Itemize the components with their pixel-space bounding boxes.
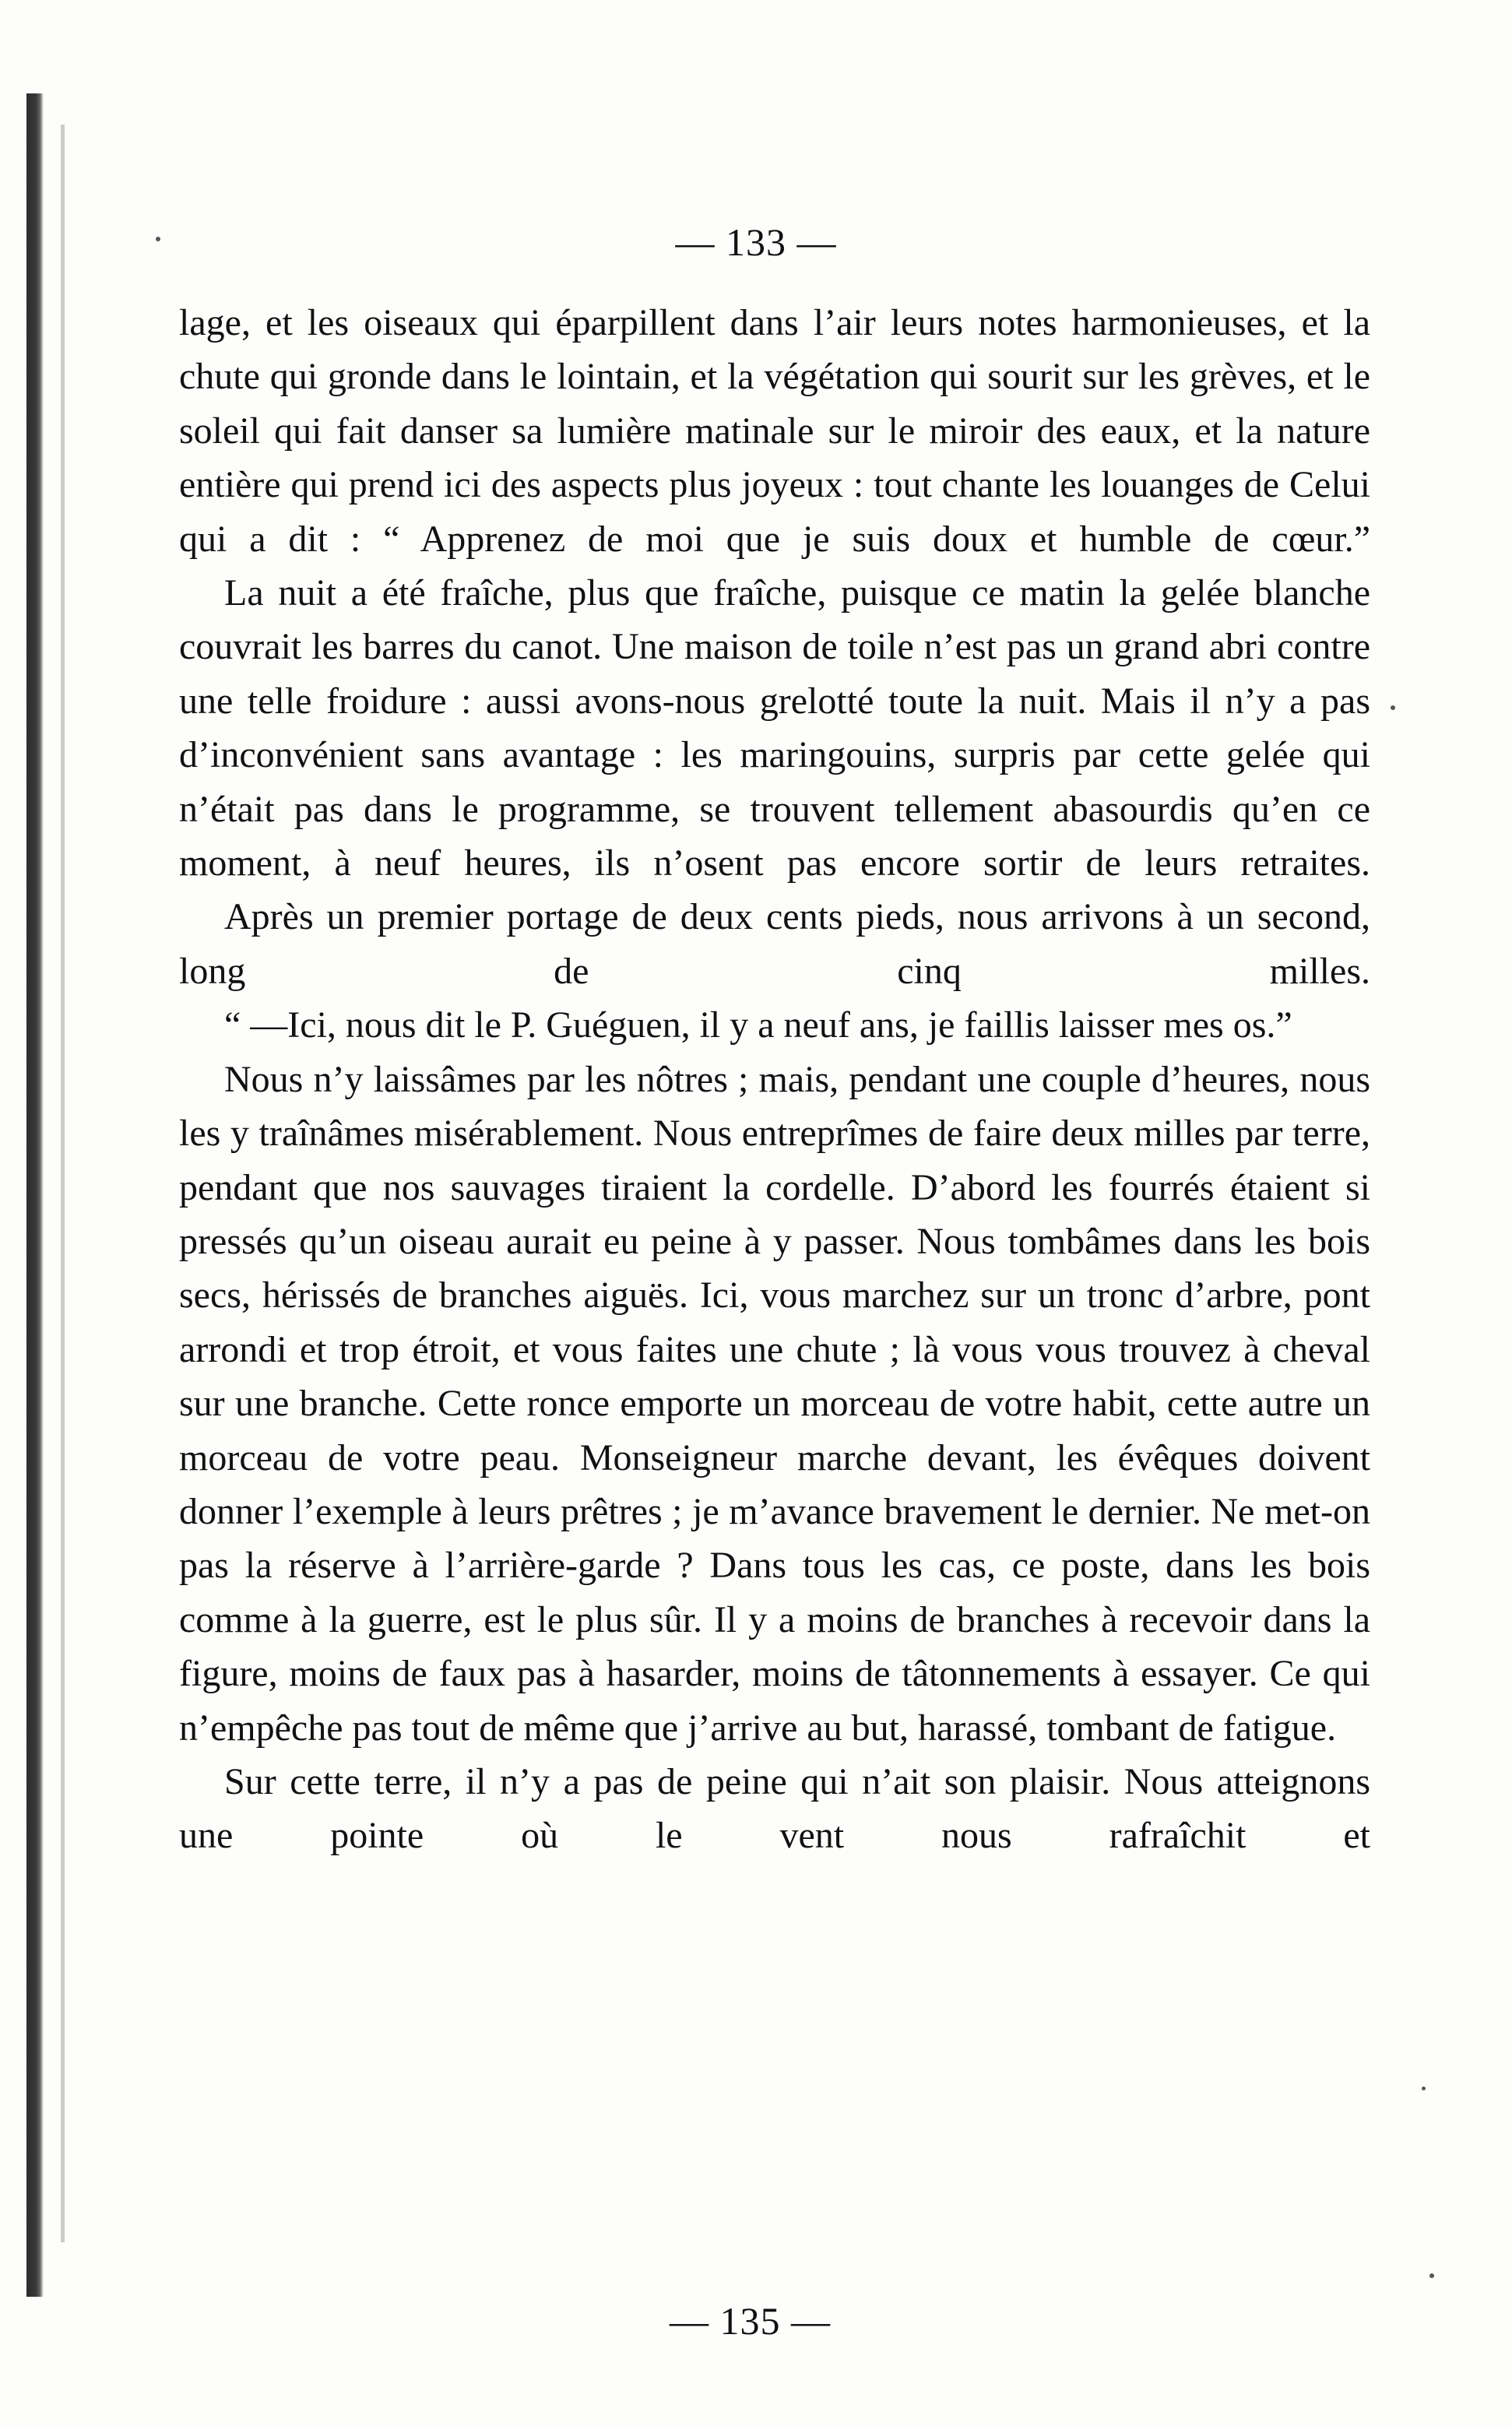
print-speck bbox=[1429, 2273, 1434, 2278]
paragraph-3: Après un premier portage de deux cents pieds, nous arrivons à un second, long de cinq milles. bbox=[179, 896, 1370, 992]
print-speck bbox=[156, 237, 160, 241]
binding-shadow bbox=[26, 93, 44, 2297]
paragraph-4: “ —Ici, nous dit le P. Guéguen, il y a neuf ans, je faillis laisser mes os.” bbox=[224, 1004, 1292, 1046]
footer-page-number: — 135 — bbox=[670, 2299, 831, 2343]
body-text bbox=[179, 296, 1370, 1863]
paragraph-6: Sur cette terre, il n’y a pas de peine qui n’ait son plaisir. Nous atteignons une pointe où le vent nous rafraîchit et bbox=[179, 1760, 1370, 1857]
header-page-number: — 133 — bbox=[675, 220, 837, 264]
print-speck bbox=[1391, 705, 1395, 710]
print-speck bbox=[1422, 2087, 1426, 2090]
paragraph-2: La nuit a été fraîche, plus que fraîche, puisque ce matin la gelée blanche couvrait les barres du canot. Une maison de toile n’est pas un grand abri contre une telle froidure : aussi avons-nous grelotté toute la nuit. Mais il n’y a pas d’inconvénient sans avantage : les maringouins, surpris par cette gelée qui n’était pas dans le programme, se trouvent tellement abasourdis qu’en ce moment, à neuf heures, ils n’osent pas encore sortir de leurs retraites. bbox=[179, 572, 1370, 884]
paragraph-1: lage, et les oiseaux qui éparpillent dans l’air leurs notes harmonieuses, et la chute qui gronde dans le lointain, et la végétation qui sourit sur les grèves, et le soleil qui fait danser sa lumière matinale sur le miroir des eaux, et la nature entière qui prend ici des aspects plus joyeux : tout chante les louanges de Celui qui a dit : “ Apprenez de moi que je suis doux et humble de cœur.” bbox=[179, 302, 1370, 560]
binding-shadow-line bbox=[61, 125, 65, 2242]
paragraph-5: Nous n’y laissâmes par les nôtres ; mais, pendant une couple d’heures, nous les y traînâmes misérablement. Nous entreprîmes de faire deux milles par terre, pendant que nos sauvages tiraient la cordelle. D’abord les fourrés étaient si pressés qu’un oiseau aurait eu peine à y passer. Nous tombâmes dans les bois secs, hérissés de branches aiguës. Ici, vous marchez sur un tronc d’arbre, pont arrondi et trop étroit, et vous faites une chute ; là vous vous trouvez à cheval sur une branche. Cette ronce emporte un morceau de votre habit, cette autre un morceau de votre peau. Monseigneur marche devant, les évêques doivent donner l’exemple à leurs prêtres ; je m’avance bravement le dernier. Ne met-on pas la réserve à l’arrière-garde ? Dans tous les cas, ce poste, dans les bois comme à la guerre, est le plus sûr. Il y a moins de branches à recevoir dans la figure, moins de faux pas à hasarder, moins de tâtonnements à essayer. Ce qui n’empêche pas tout de même que j’arrive au but, harassé, tombant de fatigue. bbox=[179, 1058, 1370, 1749]
